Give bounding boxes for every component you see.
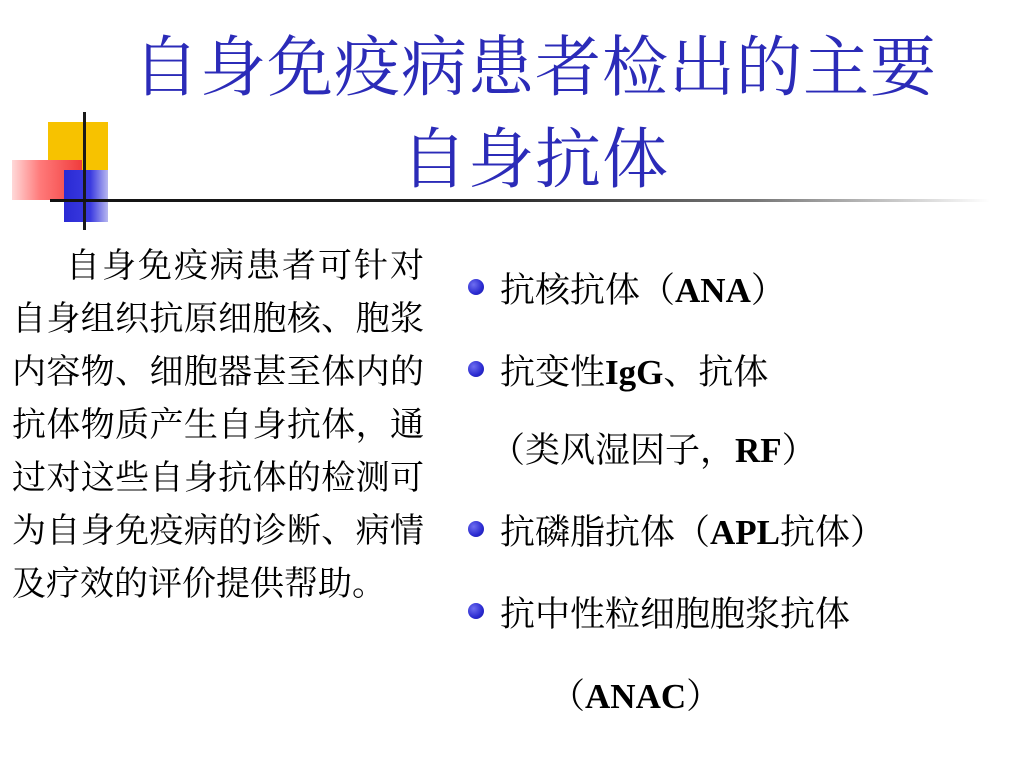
list-item-anac [466,574,1011,656]
list-item-text: 抗中性粒细胞胞浆抗体 [500,595,851,635]
continuation-suffix: ） [781,431,817,471]
title-line-2: 自身抗体 [401,121,669,198]
intro-paragraph: 自身免疫病患者可针对自身组织抗原细胞核、胞浆内容物、细胞器甚至体内的抗体物质产生自身抗体，通过对这些自身抗体的检测可为自身免疫病的诊断、病情及疗效的评价提供帮助。 [12,246,424,604]
list-item-rf-continuation [466,410,1011,492]
list-item-anac-continuation [466,656,1011,738]
bullet-dot-icon [468,279,484,295]
list-item-suffix: ） [750,271,786,311]
list-item-text: 抗核抗体（ [500,271,676,311]
bullet-dot-icon [468,361,484,377]
list-item-rf [466,332,1011,414]
continuation-suffix: ） [686,677,722,717]
list-item-suffix: 、抗体 [663,353,769,393]
list-item-text: 抗磷脂抗体（ [500,513,711,553]
continuation-text: （类风湿因子， [490,431,736,471]
continuation-text: （ [550,677,586,717]
list-item-abbr: ANA [675,271,751,310]
continuation-abbr: ANAC [585,677,687,716]
list-item-apl [466,492,1011,574]
list-item-abbr: APL [710,513,781,552]
slide-title [60,22,1010,206]
bullet-dot-icon [468,603,484,619]
list-item-ana [466,250,1011,332]
bullet-dot-icon [468,521,484,537]
continuation-abbr: RF [735,431,782,470]
list-item-abbr: IgG [605,353,664,392]
list-item-text: 抗变性 [500,353,606,393]
list-item-suffix: 抗体） [780,513,886,553]
antibody-list [466,250,1011,738]
title-line-1: 自身免疫病患者检出的主要 [133,29,937,106]
